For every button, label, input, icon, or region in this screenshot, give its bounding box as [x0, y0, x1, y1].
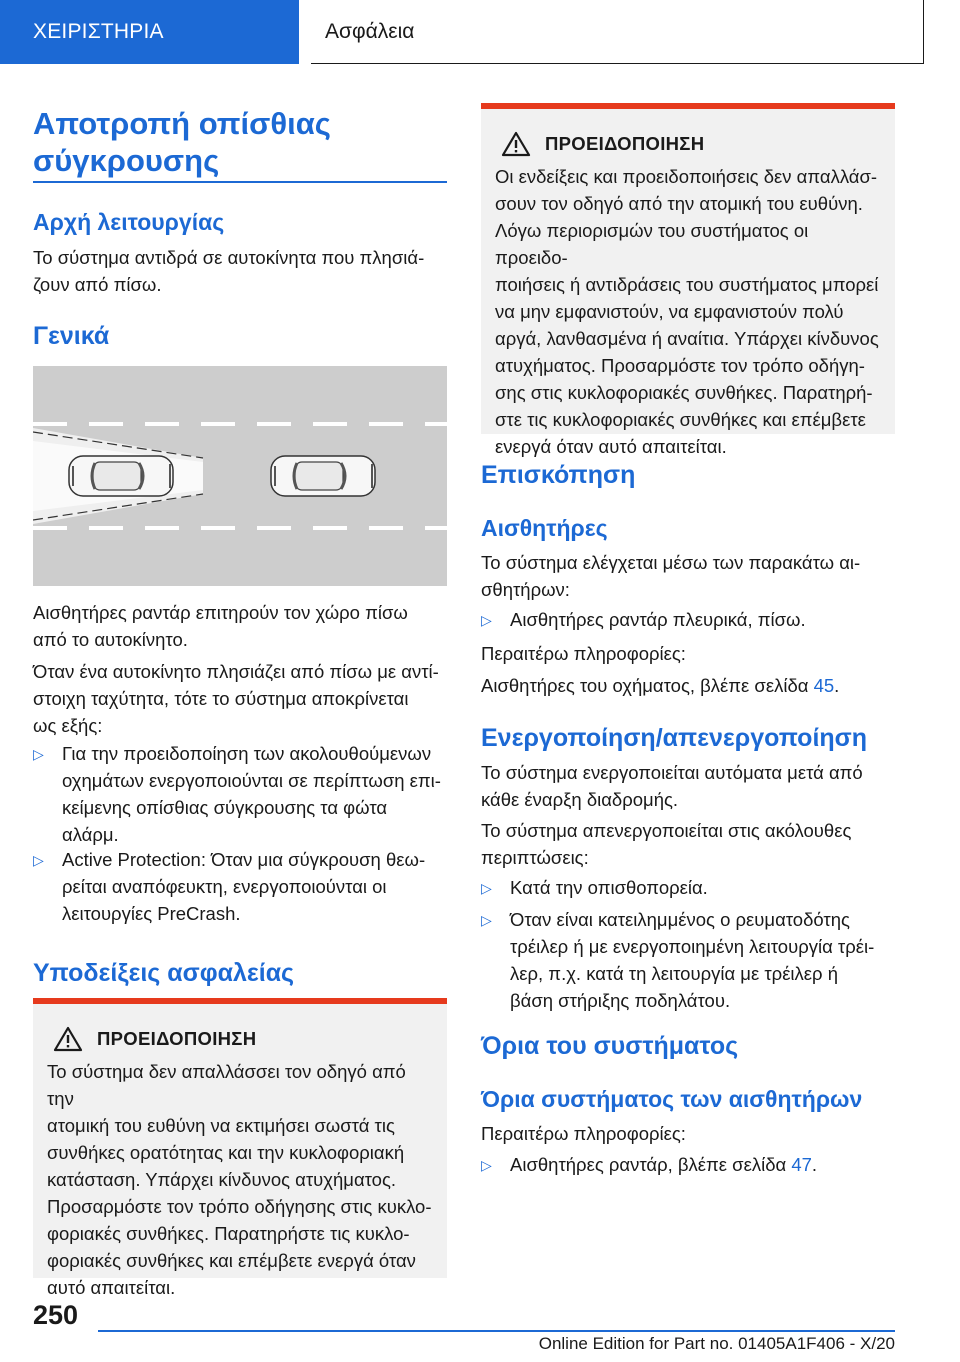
principle-text-1: Το σύστημα αντιδρά σε αυτοκίνητα που πλησιά- — [33, 247, 425, 268]
page-number: 250 — [33, 1300, 79, 1330]
bullet-triangle-icon: ▷ — [481, 880, 492, 896]
page-title-line1: Αποτροπή οπίσθιας — [33, 106, 331, 141]
list-item: ▷ Active Protection: Όταν μια σύγκρουση θεω- ρείται αναπόφευκτη, ενεργοποιούνται οι λειτουργίες PreCrash. — [33, 849, 426, 924]
own-car-icon — [271, 456, 375, 496]
safety-heading: Υποδείξεις ασφαλείας — [33, 959, 295, 987]
list-item: ▷ Αισθητήρες ραντάρ, βλέπε σελίδα 47. — [481, 1151, 895, 1178]
page-header — [0, 0, 960, 66]
list-item: ▷ Όταν είναι κατειλημμένος ο ρευματοδότης τρέιλερ ή με ενεργοποιημένη λειτουργία τρέι- λερ, π.χ. κατά τη λειτουργία με τρέιλερ ή βάση στήριξης ποδηλάτου. — [481, 909, 875, 1011]
bullet-triangle-icon: ▷ — [481, 1157, 492, 1173]
general-p1-line1: Αισθητήρες ραντάρ επιτηρούν τον χώρο πίσω — [33, 602, 408, 623]
list-item: ▷ Αισθητήρες ραντάρ πλευρικά, πίσω. — [481, 606, 895, 633]
principle-text-2: ζουν από πίσω. — [33, 274, 162, 295]
road-cars-svg — [33, 366, 447, 586]
limits-heading: Όρια του συστήματος — [481, 1032, 739, 1060]
warning-box-right — [481, 103, 895, 457]
footer-rule — [98, 1330, 895, 1332]
warning-title: ΠΡΟΕΙΔΟΠΟΙΗΣΗ — [47, 1026, 433, 1052]
warning-triangle-icon — [501, 131, 531, 157]
sensors-text-line1: Το σύστημα ελέγχεται μέσω των παρακάτω αι- — [481, 552, 861, 573]
warning-title: ΠΡΟΕΙΔΟΠΟΙΗΣΗ — [495, 131, 881, 157]
page-link-45[interactable]: 45 — [813, 675, 835, 696]
bullet-triangle-icon: ▷ — [33, 852, 44, 868]
more-info-label: Περαιτέρω πληροφορίες: — [481, 1123, 686, 1144]
list-item: ▷ Κατά την οπισθοπορεία. — [481, 874, 895, 901]
section-title: Ασφάλεια — [311, 0, 924, 64]
page-title-line2: σύγκρουσης — [33, 143, 220, 178]
general-p2-line3: ως εξής: — [33, 715, 103, 736]
principle-heading: Αρχή λειτουργίας — [33, 209, 225, 235]
sensors-text-line2: σθητήρων: — [481, 579, 570, 600]
onoff-p1-line2: κάθε έναρξη διαδρομής. — [481, 789, 679, 810]
warning-box-left — [33, 998, 447, 1298]
overview-heading: Επισκόπηση — [481, 461, 636, 489]
bullet-triangle-icon: ▷ — [481, 912, 492, 928]
edition-footer: Online Edition for Part no. 01405A1F406 - X/20 — [538, 1334, 895, 1353]
onoff-p2-line1: Το σύστημα απενεργοποιείται στις ακόλουθες — [481, 820, 852, 841]
title-rule — [33, 181, 447, 183]
more-info-label: Περαιτέρω πληροφορίες: — [481, 643, 686, 664]
sensors-heading: Αισθητήρες — [481, 515, 608, 541]
page-link-47[interactable]: 47 — [791, 1154, 812, 1175]
general-p1-line2: από το αυτοκίνητο. — [33, 629, 188, 650]
onoff-p1-line1: Το σύστημα ενεργοποιείται αυτόματα μετά από — [481, 762, 863, 783]
rear-collision-illustration — [33, 366, 447, 586]
warning-text: Οι ενδείξεις και προειδοποιήσεις δεν απαλλάσ- σουν τον οδηγό από την ατομική του ευθύνη. Λόγω περιορισμών του συστήματος οι προειδο- ποιήσεις ή αντιδράσεις του συστήματος μπορεί να μην εμφανιστούν, να εμφανιστούν πολύ αργά, λανθασμένα ή αναίτια. Υπάρχει κίνδυνος ατυχήματος. Προσαρμόστε τον τρόπο οδήγη- σης στις κυκλοφοριακές συνθήκες. Παρατηρή- στε τις κυκλοφοριακές συνθήκες και επέμβετε ενεργά όταν αυτό απαιτείται. — [495, 166, 879, 457]
general-heading: Γενικά — [33, 322, 110, 350]
onoff-p2-line2: περιπτώσεις: — [481, 847, 589, 868]
sensor-limits-heading: Όρια συστήματος των αισθητήρων — [481, 1086, 863, 1112]
following-car-icon — [69, 456, 173, 496]
onoff-heading: Ενεργοποίηση/απενεργοποίηση — [481, 724, 868, 752]
warning-triangle-icon — [53, 1026, 83, 1052]
bullet-triangle-icon: ▷ — [33, 746, 44, 762]
general-p2-line1: Όταν ένα αυτοκίνητο πλησιάζει από πίσω με αντί- — [33, 661, 439, 682]
warning-text: Το σύστημα δεν απαλλάσσει τον οδηγό από την ατομική του ευθύνη να εκτιμήσει σωστά τις συνθήκες ορατότητας και την κυκλοφοριακή κατάσταση. Υπάρχει κίνδυνος ατυχήματος. Προσαρμόστε τον τρόπο οδήγησης στις κυκλο- φοριακές συνθήκες. Παρατηρήστε τις κυκλο- φοριακές συνθήκες και επέμβετε ενεργά όταν αυτό απαιτείται. — [47, 1061, 432, 1298]
general-p2-line2: στοιχη ταχύτητα, τότε το σύστημα αποκρίνεται — [33, 688, 409, 709]
list-item: ▷ Για την προειδοποίηση των ακολουθούμενων οχημάτων ενεργοποιούνται σε περίπτωση επι- κείμενης οπίσθιας σύγκρουσης τα φώτα αλάρμ. — [33, 743, 441, 845]
chapter-tab[interactable]: ΧΕΙΡΙΣΤΗΡΙΑ — [0, 0, 299, 64]
bullet-triangle-icon: ▷ — [481, 612, 492, 628]
vehicle-sensors-ref: Αισθητήρες του οχήματος, βλέπε σελίδα 45. — [481, 675, 840, 696]
